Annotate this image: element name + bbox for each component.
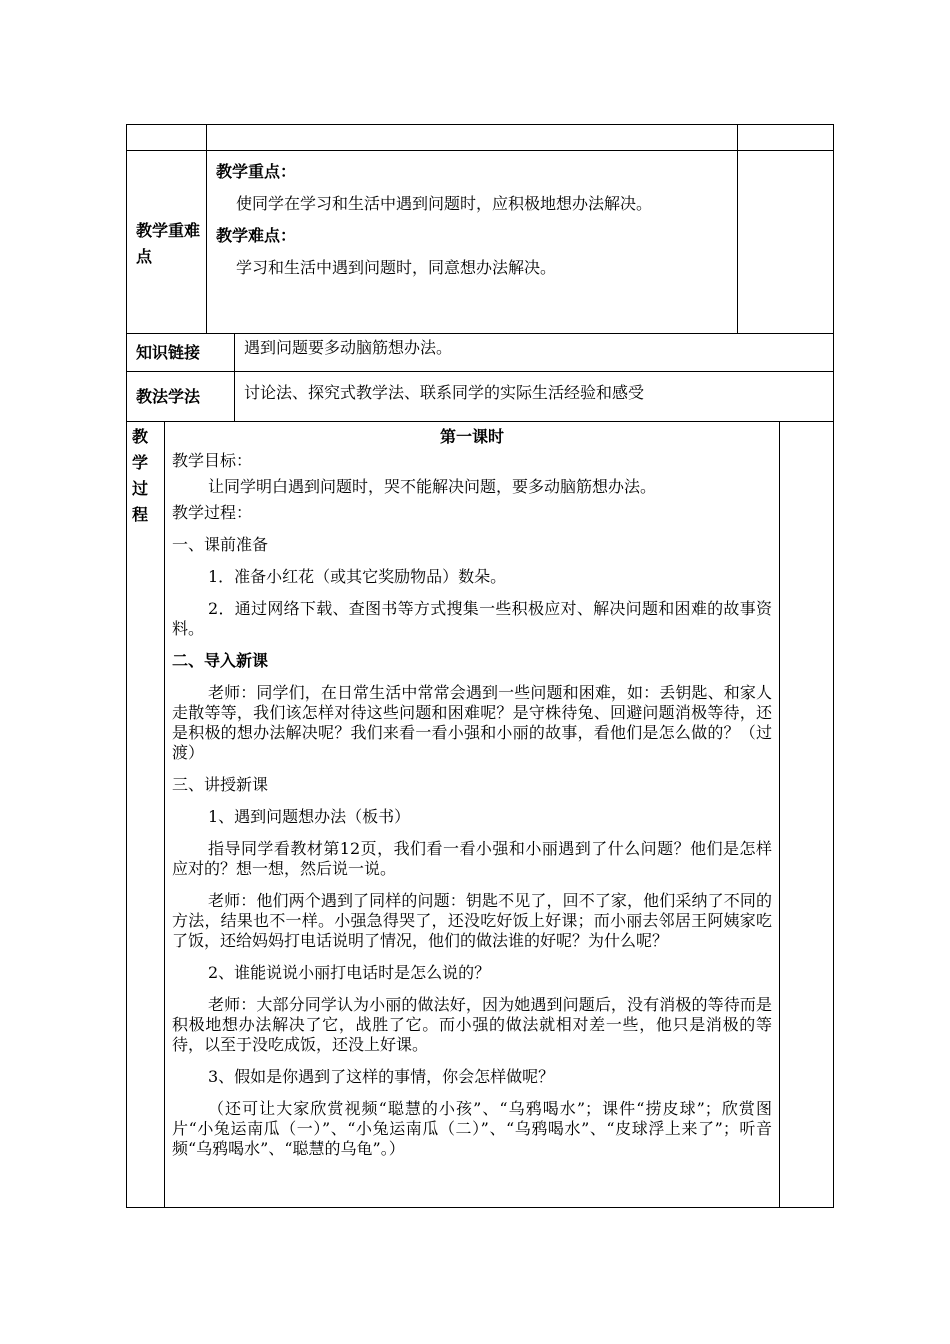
row-divider (126, 421, 834, 422)
knowledge-link-label: 知识链接 (136, 343, 201, 362)
process-label-char: 程 (132, 505, 149, 524)
row-divider (126, 333, 834, 334)
methods-label: 教法学法 (136, 387, 201, 406)
focus-heading: 教学重点： (216, 162, 297, 181)
row-divider (126, 371, 834, 372)
section-3-heading: 三、讲授新课 (172, 775, 269, 794)
column-divider (164, 421, 165, 1208)
row-divider (126, 150, 834, 151)
goal-heading: 教学目标： (172, 451, 253, 470)
goal-text: 让同学明白遇到问题时，哭不能解决问题，要多动脑筋想办法。 (208, 477, 657, 496)
process-content (172, 427, 772, 1159)
process-label (132, 424, 160, 528)
process-label-char: 学 (132, 453, 149, 472)
key-points-label: 教学重难点 (136, 221, 201, 266)
section-1-heading: 一、课前准备 (172, 535, 269, 554)
section-3-item-3: 3、假如是你遇到了这样的事情，你会怎样做呢？ (208, 1067, 555, 1086)
process-heading: 教学过程： (172, 503, 253, 522)
section-3-item-1: 1、遇到问题想办法（板书） (208, 807, 411, 826)
column-divider (779, 421, 780, 1208)
column-divider (737, 124, 738, 333)
section-3-guide: 指导同学看教材第12页，我们看一看小强和小丽遇到了什么问题？他们是怎样应对的？想一想，然后说一说。 (172, 839, 772, 878)
section-3-note: （还可让大家欣赏视频“聪慧的小孩”、“乌鸦喝水”；课件“捞皮球”；欣赏图片“小兔运南瓜（一）”、“小兔运南瓜（二）”、“乌鸦喝水”、“皮球浮上来了”；听音频“乌鸦喝水”、“聪慧的乌龟”。） (172, 1099, 772, 1158)
process-label-char: 过 (132, 479, 149, 498)
lesson-title: 第一课时 (439, 427, 504, 446)
section-3-teacher-1: 老师：他们两个遇到了同样的问题：钥匙不见了，回不了家，他们采纳了不同的方法，结果也不一样。小强急得哭了，还没吃好饭上好课；而小丽去邻居王阿姨家吃了饭，还给妈妈打电话说明了情况，他们的做法谁的好呢？为什么呢？ (172, 891, 772, 950)
knowledge-link-text: 遇到问题要多动脑筋想办法。 (244, 338, 453, 357)
difficulty-text: 学习和生活中遇到问题时，同意想办法解决。 (236, 258, 557, 277)
section-3-item-2: 2、谁能说说小丽打电话时是怎么说的？ (208, 963, 491, 982)
focus-text: 使同学在学习和生活中遇到问题时，应积极地想办法解决。 (236, 194, 653, 213)
column-divider (206, 124, 207, 333)
difficulty-heading: 教学难点： (216, 226, 297, 245)
section-1-item-2: 2．通过网络下载、查图书等方式搜集一些积极应对、解决问题和困难的故事资料。 (172, 599, 772, 638)
section-3-teacher-2: 老师：大部分同学认为小丽的做法好，因为她遇到问题后，没有消极的等待而是积极地想办法解决了它，战胜了它。而小强的做法就相对差一些，他只是消极的等待，以至于没吃成饭，还没上好课。 (172, 995, 772, 1054)
key-points-content (216, 162, 732, 278)
column-divider (234, 333, 235, 421)
process-label-char: 教 (132, 427, 149, 446)
methods-text: 讨论法、探究式教学法、联系同学的实际生活经验和感受 (244, 383, 645, 402)
section-1-item-1: 1．准备小红花（或其它奖励物品）数朵。 (208, 567, 507, 586)
section-2-text: 老师：同学们，在日常生活中常常会遇到一些问题和困难，如：丢钥匙、和家人走散等等，我们该怎样对待这些问题和困难呢？是守株待兔、回避问题消极等待，还是积极的想办法解决呢？我们来看一看小强和小丽的故事，看他们是怎么做的？（过渡） (172, 683, 772, 762)
section-2-heading: 二、导入新课 (172, 651, 269, 670)
